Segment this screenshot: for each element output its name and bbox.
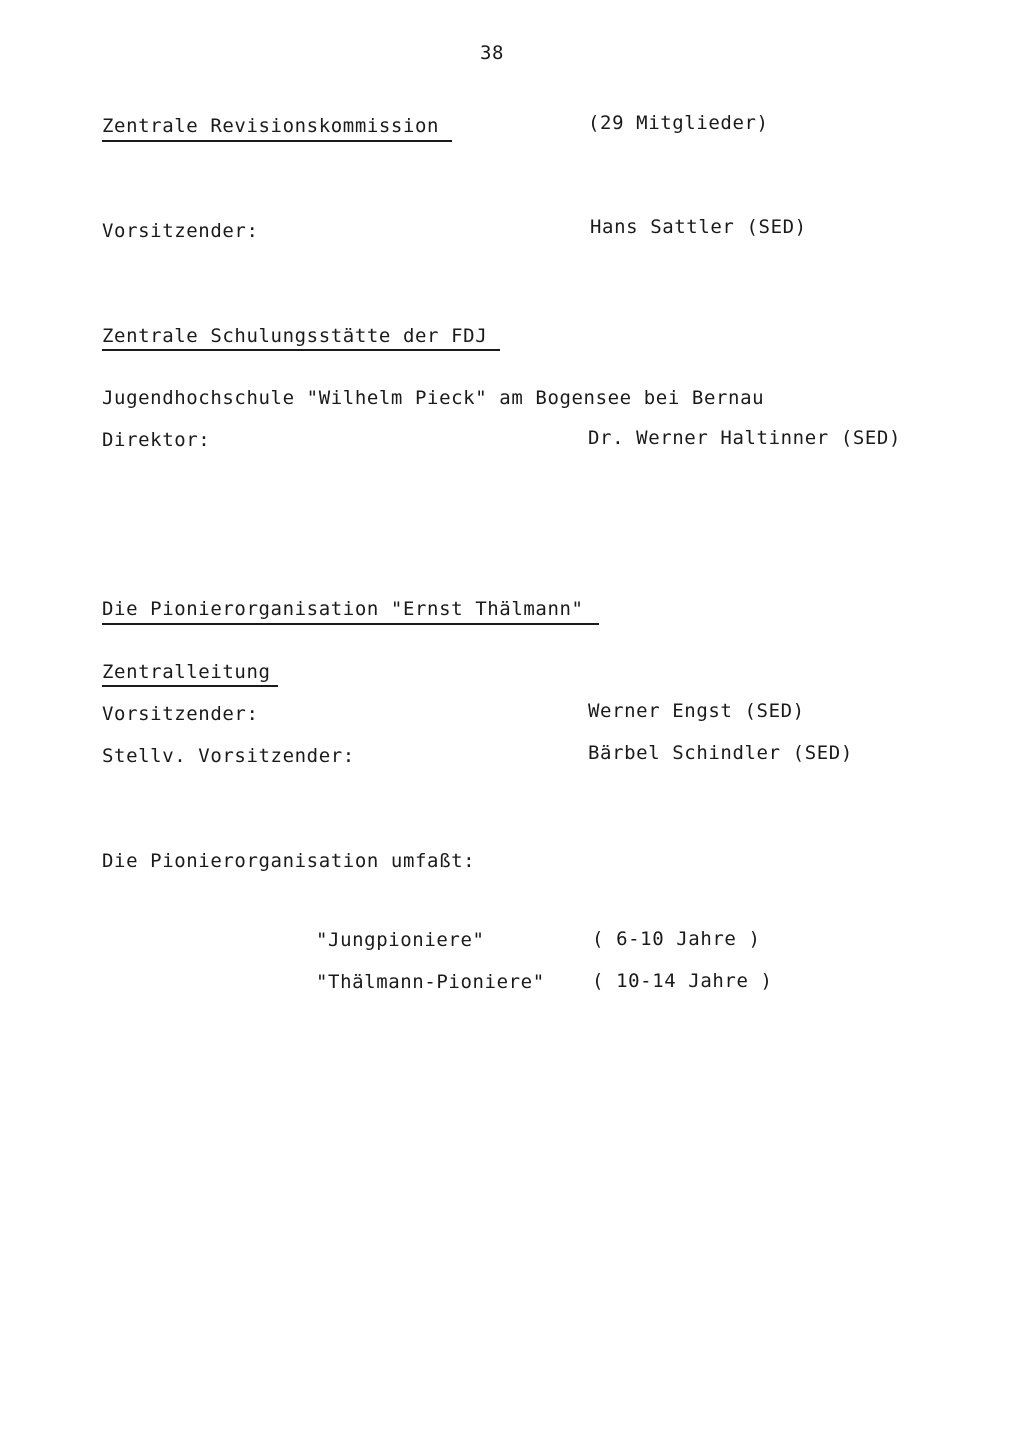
pioneers-deputy-name: Bärbel Schindler (SED) [588, 742, 853, 764]
page-number: 38 [480, 42, 505, 64]
pioneers-heading-underline [102, 623, 599, 625]
school-institution: Jugendhochschule "Wilhelm Pieck" am Bogensee bei Bernau [102, 387, 765, 409]
pioneers-chair-label: Vorsitzender: [102, 703, 259, 725]
pioneers-heading: Die Pionierorganisation "Ernst Thälmann" [102, 598, 584, 620]
school-director-name: Dr. Werner Haltinner (SED) [588, 427, 902, 449]
group-name-jungpioniere: "Jungpioniere" [316, 929, 485, 951]
revision-heading-underline [102, 140, 452, 142]
revision-heading: Zentrale Revisionskommission [102, 115, 440, 137]
revision-members: (29 Mitglieder) [588, 112, 769, 134]
group-name-thaelmann-pioniere: "Thälmann-Pioniere" [316, 971, 545, 993]
pioneers-includes-label: Die Pionierorganisation umfaßt: [102, 850, 476, 872]
pioneers-subheading: Zentralleitung [102, 661, 271, 683]
pioneers-subheading-underline [102, 685, 278, 687]
group-ages-thaelmann-pioniere: ( 10-14 Jahre ) [592, 970, 773, 992]
school-heading-underline [102, 349, 500, 351]
revision-chair-label: Vorsitzender: [102, 220, 259, 242]
group-ages-jungpioniere: ( 6-10 Jahre ) [592, 928, 761, 950]
pioneers-chair-name: Werner Engst (SED) [588, 700, 805, 722]
school-director-label: Direktor: [102, 429, 211, 451]
revision-chair-name: Hans Sattler (SED) [590, 216, 807, 238]
pioneers-deputy-label: Stellv. Vorsitzender: [102, 745, 355, 767]
school-heading: Zentrale Schulungsstätte der FDJ [102, 325, 488, 347]
